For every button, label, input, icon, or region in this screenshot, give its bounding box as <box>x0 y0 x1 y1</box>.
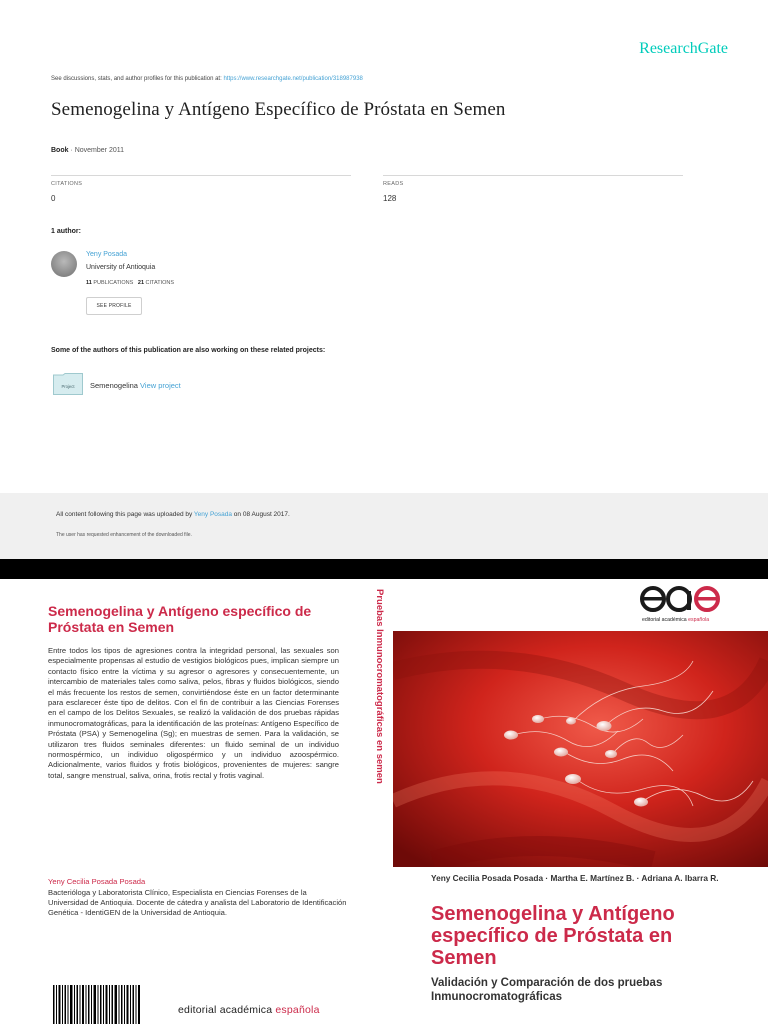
back-cover-abstract: Entre todos los tipos de agresiones contra la integridad personal, las sexuales son especialmente propensas al estudio de vestigios biológicos pues, implican siempre un contacto físico entre la víctima y su agresor o agresores y consecuentemente, un intercambio de materiales tales como saliva, pelos, fibras y fluidos biológicos, siendo el más frecuente los restos de semen, convirtiéndose éste en un factor determinante para esclarecer éste tipo de delitos. Con el fin de contribuir a las Ciencias Forenses en el campo de los Delitos Sexuales, se realizó la validación de dos pruebas rápidas inmunocromatográficas, para la identificación de las proteínas: Antígeno Específico de Próstata (PSA) y Semenogelina (Sg); en muestras de semen. Para la validación, se utilizaron tres fluidos seminales diferentes: un fluido seminal de un individuo normospérmico, un individuo oligospérmico y un individuo azoospérmico. Adicionalmente, varios fluidos y frotis biológicos, provenientes de mujeres: sangre total, sangre menstrual, saliva, orina, frotis rectal y frotis vaginal. <box>48 646 339 780</box>
sperm-cover-image <box>393 631 768 867</box>
enhancement-note: The user has requested enhancement of the downloaded file. <box>56 532 192 538</box>
see-profile-button[interactable]: SEE PROFILE <box>86 297 142 315</box>
upload-suffix: on 08 August 2017. <box>232 511 290 518</box>
back-publisher-prefix: editorial académica <box>178 1004 276 1016</box>
publication-meta <box>51 147 124 154</box>
back-cover-title: Semenogelina y Antígeno específico de Próstata en Semen <box>48 603 312 635</box>
author-publications-count: 11 <box>86 280 92 286</box>
author-avatar[interactable] <box>51 251 77 277</box>
citations-label: CITATIONS <box>51 181 83 187</box>
front-cover-subtitle: Validación y Comparación de dos pruebas Inmunocromatográficas <box>431 977 663 1003</box>
discussion-line <box>51 76 363 82</box>
publication-type: Book <box>51 147 69 154</box>
researchgate-logo[interactable]: ResearchGate <box>639 40 728 57</box>
publication-url-link[interactable]: https://www.researchgate.net/publication/318987938 <box>223 76 363 82</box>
author-institution: University of Antioquia <box>86 264 156 271</box>
project-entry <box>90 381 181 390</box>
citations-divider <box>51 175 351 176</box>
front-cover-title: Semenogelina y Antígeno específico de Próstata en Semen <box>431 903 675 969</box>
author-publications-label: PUBLICATIONS <box>91 280 134 286</box>
spine-title: Pruebas Inmunocromatográficas en semen <box>374 589 385 784</box>
eae-publisher-logo <box>638 583 724 629</box>
upload-info-panel <box>0 493 768 559</box>
related-projects-heading: Some of the authors of this publication are also working on these related projects: <box>51 347 326 354</box>
uploader-link[interactable]: Yeny Posada <box>193 511 232 518</box>
cover-top-bar <box>0 559 768 579</box>
view-project-link[interactable]: View project <box>140 381 181 390</box>
back-publisher-suffix: española <box>275 1004 320 1016</box>
project-icon-label: Project <box>61 384 75 389</box>
publication-title: Semenogelina y Antígeno Específico de Próstata en Semen <box>51 99 506 120</box>
reads-divider <box>383 175 683 176</box>
book-spine <box>375 579 393 1024</box>
upload-prefix: All content following this page was uploaded by <box>56 511 194 518</box>
publication-date: · November 2011 <box>68 147 125 154</box>
barcode-image <box>52 985 142 1024</box>
project-name: Semenogelina <box>90 381 141 390</box>
citations-value: 0 <box>51 194 56 203</box>
author-citations-count: 21 <box>137 280 145 286</box>
author-citations-label: CITATIONS <box>144 280 175 286</box>
author-stats <box>86 280 174 286</box>
logo-caption-prefix: editorial académica <box>642 617 689 623</box>
upload-line <box>56 511 290 518</box>
back-publisher-name <box>178 1004 320 1016</box>
reads-value: 128 <box>383 194 397 203</box>
bio-author-name: Yeny Cecilia Posada Posada <box>48 877 146 886</box>
authors-heading: 1 author: <box>51 228 81 235</box>
project-folder-icon[interactable] <box>53 373 83 395</box>
discussion-prefix: See discussions, stats, and author profiles for this publication at: <box>51 76 224 82</box>
bio-author-text: Bacterióloga y Laboratorista Clínico, Especialista en Ciencias Forenses de la Universidad de Antioquia. Docente de cátedra y analista del Laboratorio de Identificación Genética - IdentiGEN de la Universidad de Antioquia. <box>48 888 347 918</box>
logo-caption <box>642 617 709 623</box>
logo-caption-suffix: española <box>688 617 710 623</box>
reads-label: READS <box>383 181 404 187</box>
front-cover-authors: Yeny Cecilia Posada Posada · Martha E. Martínez B. · Adriana A. Ibarra R. <box>431 873 719 883</box>
author-name-link[interactable]: Yeny Posada <box>86 251 127 258</box>
